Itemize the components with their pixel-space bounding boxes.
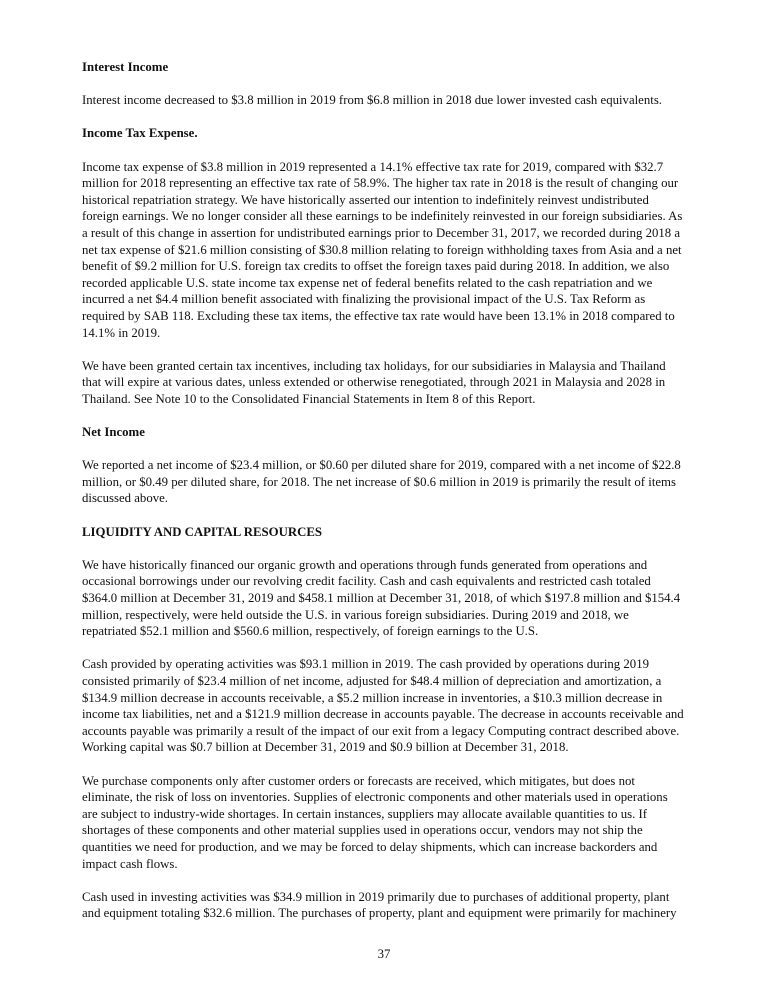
paragraph-income-tax-expense: Income tax expense of $3.8 million in 2019 represented a 14.1% effective tax rate for 2019, compared with $32.7 million for 2018 representing an effective tax rate of 58.9%. The higher tax rate in 2018 is the result of changing our historical repatriation strategy. We have historically asserted our intention to indefinitely reinvest undistributed foreign earnings. We no longer consider all these earnings to be indefinitely reinvested in our foreign subsidiaries. As a result of this change in assertion for undistributed earnings prior to December 31, 2017, we recorded during 2018 a net tax expense of $21.6 million consisting of $30.8 million relating to foreign withholding taxes from Asia and a net benefit of $9.2 million for U.S. foreign tax credits to offset the foreign taxes paid during 2018. In addition, we also recorded applicable U.S. state income tax expense net of federal benefits related to the cash repatriation and we incurred a net $4.4 million benefit associated with finalizing the provisional impact of the U.S. Tax Reform as required by SAB 118. Excluding these tax items, the effective tax rate would have been 13.1% in 2018 compared to 14.1% in 2019. [82,159,683,340]
paragraph-liquidity-overview: We have historically financed our organic growth and operations through funds generated from operations and occasional borrowings under our revolving credit facility. Cash and cash equivalents and restricted cash totaled $364.0 million at December 31, 2019 and $458.1 million at December 31, 2018, of which $197.8 million and $154.4 million, respectively, were held outside the U.S. in various foreign subsidiaries. During 2019 and 2018, we repatriated $52.1 million and $560.6 million, respectively, of foreign earnings to the U.S. [82,557,681,639]
section-heading-interest-income: Interest Income [82,60,169,74]
paragraph-investing-activities: Cash used in investing activities was $34.9 million in 2019 primarily due to purchases of additional property, plant and equipment totaling $32.6 million. The purchases of property, plant and equipment were primarily for machinery [82,889,677,921]
section-heading-income-tax-expense: Income Tax Expense. [82,126,198,141]
section-heading-net-income: Net Income [82,425,145,440]
paragraph-interest-income: Interest income decreased to $3.8 million in 2019 from $6.8 million in 2018 due lower invested cash equivalents. [82,93,662,108]
paragraph-net-income: We reported a net income of $23.4 million, or $0.60 per diluted share for 2019, compared with a net income of $22.8 million, or $0.49 per diluted share, for 2018. The net increase of $0.6 million in 2019 is primarily the result of items discussed above. [82,458,681,506]
paragraph-operating-activities: Cash provided by operating activities was $93.1 million in 2019. The cash provided by operations during 2019 consisted primarily of $23.4 million of net income, adjusted for $48.4 million of depreciation and amortization, a $134.9 million decrease in accounts receivable, a $5.2 million increase in inventories, a $10.3 million decrease in income tax liabilities, net and a $121.9 million decrease in accounts payable. The decrease in accounts receivable and accounts payable was primarily a result of the impact of our exit from a legacy Computing contract described above. Working capital was $0.7 billion at December 31, 2019 and $0.9 billion at December 31, 2018. [82,657,684,755]
paragraph-tax-incentives: We have been granted certain tax incentives, including tax holidays, for our subsidiaries in Malaysia and Thailand that will expire at various dates, unless extended or otherwise renegotiated, through 2021 in Malaysia and 2028 in Thailand. See Note 10 to the Consolidated Financial Statements in Item 8 of this Report. [82,358,666,406]
section-heading-liquidity-capital-resources: LIQUIDITY AND CAPITAL RESOURCES [82,524,322,539]
paragraph-components-purchasing: We purchase components only after customer orders or forecasts are received, which mitigates, but does not eliminate, the risk of loss on inventories. Supplies of electronic components and other materials used in operations are subject to industry-wide shortages. In certain instances, suppliers may allocate available quantities to us. If shortages of these components and other material supplies used in operations occur, vendors may not ship the quantities we need for production, and we may be forced to delay shipments, which can increase backorders and impact cash flows. [82,773,668,871]
page-number: 37 [377,947,391,961]
